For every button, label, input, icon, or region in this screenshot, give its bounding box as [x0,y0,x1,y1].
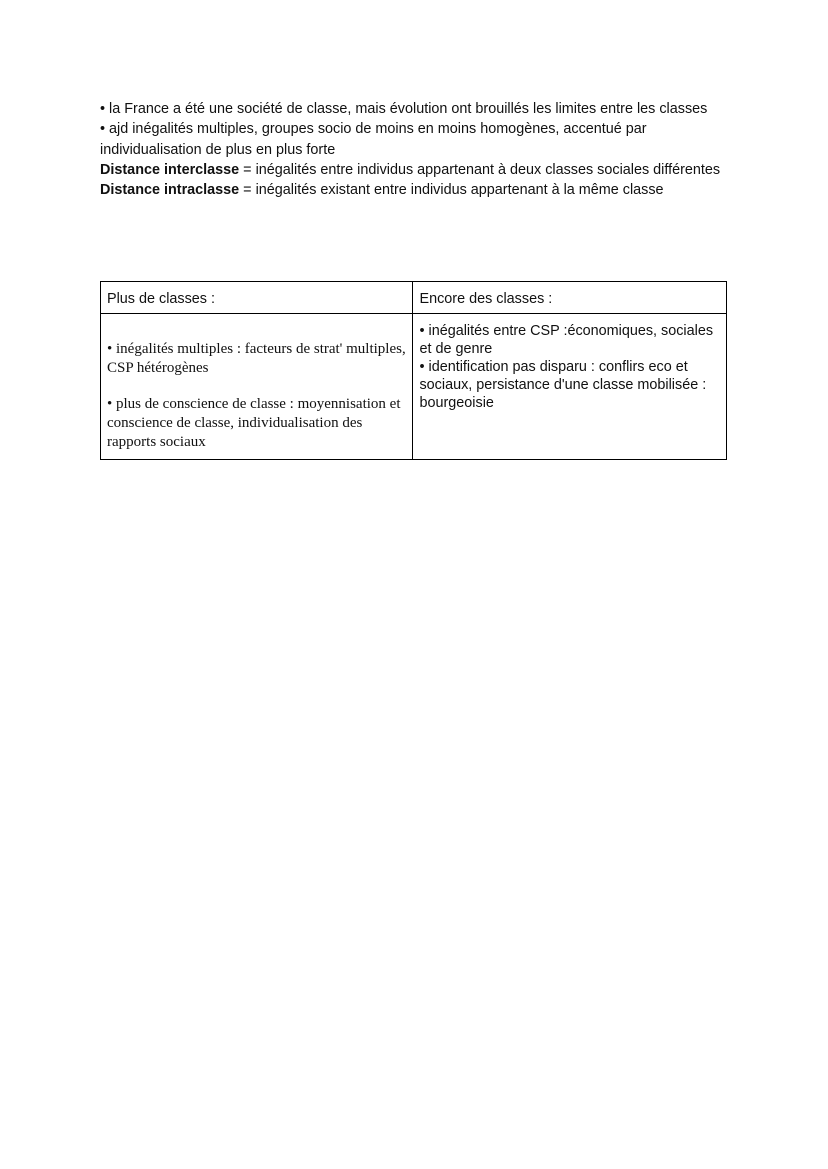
list-item: • identification pas disparu : conflirs eco et sociaux, persistance d'une classe mobilisée : bourgeoisie [419,359,707,411]
term-intraclass: Distance intraclasse [100,182,240,199]
cell-plus-de-classes [101,314,413,460]
definition-interclass-text: = inégalités entre individus appartenant à deux classes sociales différentes [239,161,721,178]
list-item: • inégalités multiples : facteurs de strat' multiples, CSP hétérogènes [107,341,406,376]
paragraph-france-class-society: • la France a été une société de classe, mais évolution ont brouillés les limites entre les classes [100,101,708,117]
list-item: • plus de conscience de classe : moyennisation et conscience de classe, individualisation des rapports sociaux [107,396,401,450]
cell-encore-des-classes [413,314,727,460]
table-header-row [101,282,727,314]
header-plus-de-classes: Plus de classes : [101,282,413,314]
table-body-row [101,314,727,460]
paragraph-multiple-inequalities: • ajd inégalités multiples, groupes socio de moins en moins homogènes, accentué par individualisation de plus en plus forte [100,121,647,158]
list-item: • inégalités entre CSP :économiques, sociales et de genre [419,323,714,357]
definition-intraclass-text: = inégalités existant entre individus appartenant à la même classe [239,182,664,199]
term-interclass: Distance interclasse [100,161,240,178]
header-encore-des-classes: Encore des classes : [413,282,727,314]
definition-interclass [100,160,730,180]
definition-intraclass [100,180,730,200]
comparison-table [100,281,727,460]
document-body [100,99,730,200]
